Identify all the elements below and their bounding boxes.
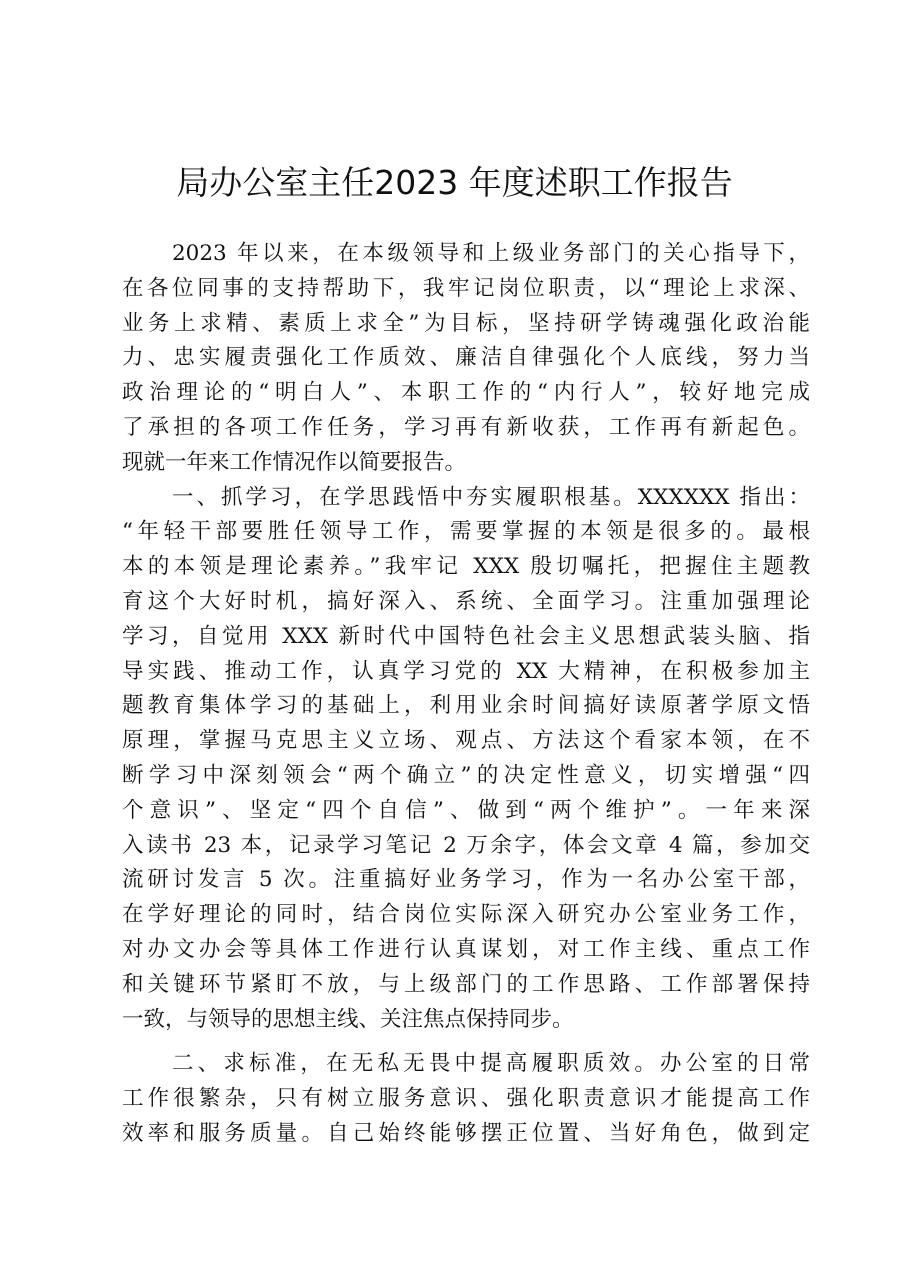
- text-line: 和关键环节紧盯不放，与上级部门的工作思路、工作部署保持: [122, 971, 810, 997]
- text-line: 育这个大好时机，搞好深入、系统、全面学习。注重加强理论: [122, 588, 810, 614]
- document-body: [122, 237, 810, 1152]
- text-line: 效率和服务质量。自己始终能够摆正位置、当好角色，做到定: [122, 1120, 810, 1146]
- text-line: 入读书 23 本，记录学习笔记 2 万余字，体会文章 4 篇，参加交: [122, 832, 810, 858]
- text-line: “年轻干部要胜任领导工作，需要掌握的本领是很多的。最根: [122, 519, 810, 545]
- text-line: 政治理论的“明白人”、本职工作的“内行人”，较好地完成: [122, 380, 810, 406]
- paragraph-intro: [122, 237, 810, 481]
- paragraph-gap: [122, 1037, 810, 1047]
- document-title: 局办公室主任2023 年度述职工作报告: [176, 163, 733, 202]
- text-line: 工作很繁杂，只有树立服务意识、强化职责意识才能提高工作: [122, 1086, 810, 1112]
- text-line: 在各位同事的支持帮助下，我牢记岗位职责，以“理论上求深、: [122, 275, 810, 301]
- text-line: 对办文办会等具体工作进行认真谋划，对工作主线、重点工作: [122, 936, 810, 962]
- text-line: 题教育集体学习的基础上，利用业余时间搞好读原著学原文悟: [122, 693, 810, 719]
- paragraph-section-1: [122, 481, 810, 1038]
- paragraph-section-2: [122, 1047, 810, 1151]
- text-line: 学习，自觉用 XXX 新时代中国特色社会主义思想武装头脑、指: [122, 623, 810, 649]
- text-line: 原理，掌握马克思主义立场、观点、方法这个看家本领，在不: [122, 728, 810, 754]
- text-line: 断学习中深刻领会“两个确立”的决定性意义，切实增强“四: [122, 762, 810, 788]
- text-line: 2023 年以来，在本级领导和上级业务部门的关心指导下，: [172, 241, 810, 266]
- text-line: 现就一年来工作情况作以简要报告。: [122, 449, 467, 475]
- text-line: 一、抓学习，在学思践悟中夯实履职根基。XXXXXX 指出：: [172, 484, 810, 510]
- text-line: 了承担的各项工作任务，学习再有新收获，工作再有新起色。: [122, 414, 810, 440]
- text-line: 在学好理论的同时，结合岗位实际深入研究办公室业务工作，: [122, 902, 810, 928]
- text-line: 流研讨发言 5 次。注重搞好业务学习，作为一名办公室干部，: [122, 867, 810, 893]
- text-line: 二、求标准，在无私无畏中提高履职质效。办公室的日常: [172, 1051, 810, 1077]
- text-line: 一致，与领导的思想主线、关注焦点保持同步。: [122, 1006, 574, 1032]
- text-line: 力、忠实履责强化工作质效、廉洁自律强化个人底线，努力当: [122, 345, 810, 371]
- text-line: 导实践、推动工作，认真学习党的 XX 大精神，在积极参加主: [122, 658, 810, 684]
- text-line: 业务上求精、素质上求全”为目标，坚持研学铸魂强化政治能: [122, 310, 810, 336]
- text-line: 本的本领是理论素养。”我牢记 XXX 殷切嘱托，把握住主题教: [122, 554, 810, 580]
- text-line: 个意识”、坚定“四个自信”、做到“两个维护”。一年来深: [122, 797, 810, 823]
